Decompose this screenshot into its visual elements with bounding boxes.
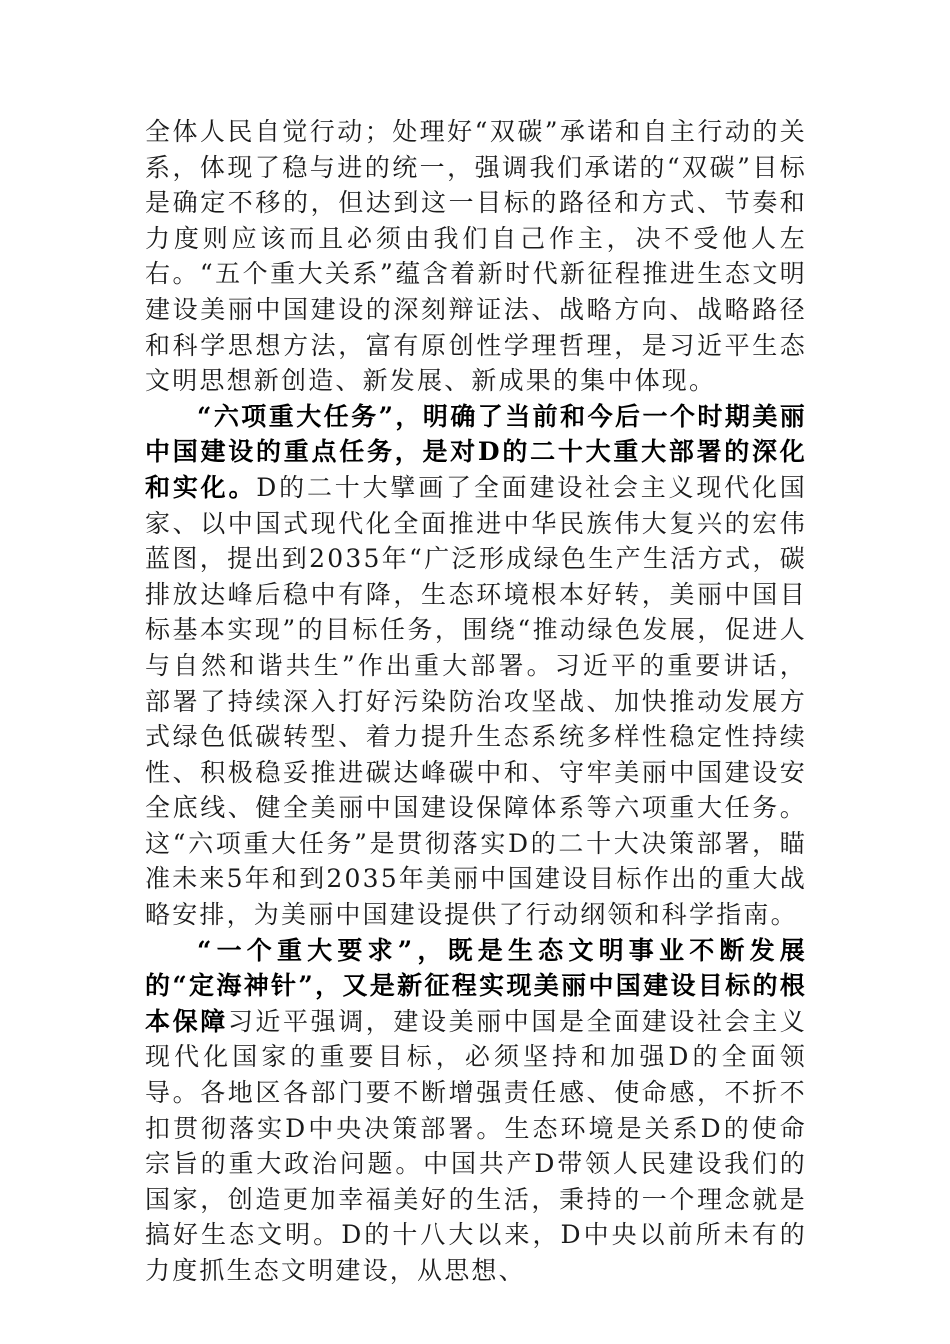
paragraph-six-tasks bbox=[145, 399, 807, 933]
paragraph-body: 全体人民自觉行动；处理好“双碳”承诺和自主行动的关系，体现了稳与进的统一，强调我们承诺的“双碳”目标是确定不移的，但达到这一目标的路径和方式、节奏和力度则应该而且必须由我们自己作主，决不受他人左右。“五个重大关系”蕴含着新时代新征程推进生态文明建设美丽中国建设的深刻辩证法、战略方向、战略路径和科学思想方法，富有原创性学理哲理，是习近平生态文明思想新创造、新发展、新成果的集中体现。 bbox=[145, 117, 807, 396]
document-page bbox=[145, 114, 807, 1289]
paragraph-lead: “一个重大要求”，既是生态文明事业不断发展的“定海神针”，又是新征程实现美丽中国建设目标的根本保障 bbox=[145, 935, 807, 1036]
paragraph-body: 习近平强调，建设美丽中国是全面建设社会主义现代化国家的重要目标，必须坚持和加强D的全面领导。各地区各部门要不断增强责任感、使命感，不折不扣贯彻落实D中央决策部署。生态环境是关系D的使命宗旨的重大政治问题。中国共产D带领人民建设我们的国家，创造更加幸福美好的生活，秉持的一个理念就是搞好生态文明。D的十八大以来，D中央以前所未有的力度抓生态文明建设，从思想、 bbox=[145, 1006, 808, 1285]
paragraph-five-relations-end bbox=[145, 114, 807, 399]
paragraph-body: D的二十大擘画了全面建设社会主义现代化国家、以中国式现代化全面推进中华民族伟大复兴的宏伟蓝图，提出到2035年“广泛形成绿色生产生活方式，碳排放达峰后稳中有降，生态环境根本好转，美丽中国目标基本实现”的目标任务，围绕“推动绿色发展，促进人与自然和谐共生”作出重大部署。习近平的重要讲话，部署了持续深入打好污染防治攻坚战、加快推动发展方式绿色低碳转型、着力提升生态系统多样性稳定性持续性、积极稳妥推进碳达峰碳中和、守牢美丽中国建设安全底线、健全美丽中国建设保障体系等六项重大任务。这“六项重大任务”是贯彻落实D的二十大决策部署，瞄准未来5年和到2035年美丽中国建设目标作出的重大战略安排，为美丽中国建设提供了行动纲领和科学指南。 bbox=[145, 472, 807, 930]
paragraph-lead: “六项重大任务”，明确了当前和今后一个时期美丽中国建设的重点任务，是对D的二十大重大部署的深化和实化。 bbox=[145, 401, 807, 502]
paragraph-one-requirement bbox=[145, 933, 807, 1289]
